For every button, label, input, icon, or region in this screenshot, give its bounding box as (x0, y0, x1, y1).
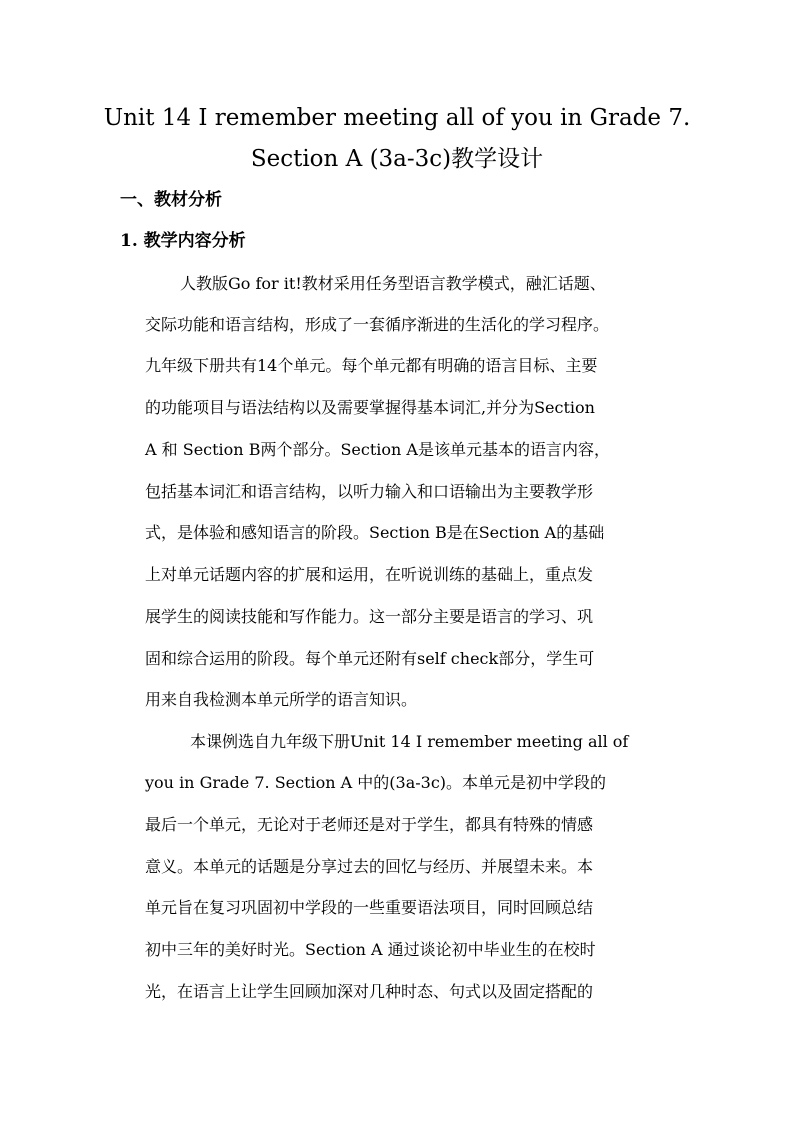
paragraph-1-line-4: 的功能项目与语法结构以及需要掌握得基本词汇,并分为Section (145, 398, 595, 417)
paragraph-1-line-11: 用来自我检测本单元所学的语言知识。 (145, 690, 418, 709)
paragraph-1-line-7: 式，是体验和感知语言的阶段。Section B是在Section A的基础 (145, 523, 605, 542)
paragraph-2-line-7: 光，在语言上让学生回顾加深对几种时态、句式以及固定搭配的 (145, 982, 594, 1001)
paragraph-2-line-1: 本课例选自九年级下册Unit 14 I remember meeting all of (190, 732, 629, 751)
paragraph-2-line-2: you in Grade 7. Section A 中的(3a-3c)。本单元是初中学段的 (145, 773, 607, 792)
subsection-heading: 1. 教学内容分析 (120, 231, 246, 251)
paragraph-1-line-6: 包括基本词汇和语言结构，以听力输入和口语输出为主要教学形 (145, 482, 594, 501)
paragraph-2-line-4: 意义。本单元的话题是分享过去的回忆与经历、并展望未来。本 (145, 857, 594, 876)
paragraph-1-line-3: 九年级下册共有14个单元。每个单元都有明确的语言目标、主要 (145, 356, 598, 375)
paragraph-2-line-6: 初中三年的美好时光。Section A 通过谈论初中毕业生的在校时 (145, 940, 596, 959)
section-heading: 一、教材分析 (120, 190, 222, 210)
paragraph-1-line-8: 上对单元话题内容的扩展和运用，在听说训练的基础上，重点发 (145, 565, 594, 584)
paragraph-1-line-1: 人教版Go for it!教材采用任务型语言教学模式，融汇话题、 (180, 274, 606, 293)
paragraph-2-line-3: 最后一个单元，无论对于老师还是对于学生，都具有特殊的情感 (145, 815, 594, 834)
paragraph-1-line-10: 固和综合运用的阶段。每个单元还附有self check部分，学生可 (145, 649, 595, 668)
paragraph-1-line-9: 展学生的阅读技能和写作能力。这一部分主要是语言的学习、巩 (145, 607, 594, 626)
document-title-line-2: Section A (3a-3c)教学设计 (250, 146, 544, 172)
document-title-line-1: Unit 14 I remember meeting all of you in Grade 7. (103, 105, 691, 131)
paragraph-1-line-2: 交际功能和语言结构，形成了一套循序渐进的生活化的学习程序。 (145, 315, 610, 334)
paragraph-2-line-5: 单元旨在复习巩固初中学段的一些重要语法项目，同时回顾总结 (145, 898, 594, 917)
paragraph-1-line-5: A 和 Section B两个部分。Section A是该单元基本的语言内容， (145, 440, 610, 459)
